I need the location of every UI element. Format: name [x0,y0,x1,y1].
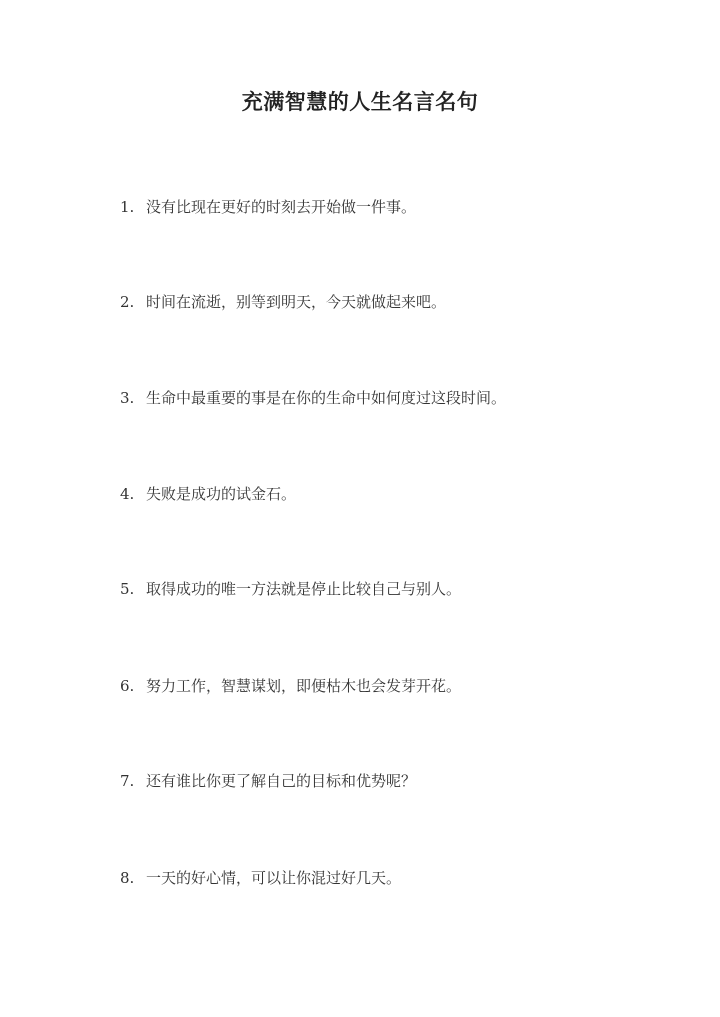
quote-number: 5. [120,580,135,598]
quote-number: 4. [120,485,135,503]
quote-number: 2. [120,293,135,311]
quote-text: 生命中最重要的事是在你的生命中如何度过这段时间。 [146,389,507,407]
quote-item-6 [120,675,680,697]
quote-item-3 [120,387,680,409]
quote-text: 失败是成功的试金石。 [146,485,297,503]
quote-number: 3. [120,389,135,407]
quote-number: 7. [120,772,135,790]
quote-item-1 [120,196,680,218]
quote-item-5 [120,578,680,600]
quote-text: 还有谁比你更了解自己的目标和优势呢？ [146,772,417,790]
quote-text: 没有比现在更好的时刻去开始做一件事。 [146,198,417,216]
quote-number: 6. [120,677,135,695]
quote-item-7 [120,770,680,792]
quote-text: 一天的好心情，可以让你混过好几天。 [146,869,402,887]
quote-text: 取得成功的唯一方法就是停止比较自己与别人。 [146,580,462,598]
quote-number: 8. [120,869,135,887]
quote-item-2 [120,291,680,313]
quote-item-4 [120,483,680,505]
quote-item-8 [120,867,680,889]
quote-text: 时间在流逝，别等到明天，今天就做起来吧。 [146,293,447,311]
document-title: 充满智慧的人生名言名句 [241,89,479,114]
quote-text: 努力工作，智慧谋划，即便枯木也会发芽开花。 [146,677,462,695]
quote-number: 1. [120,198,135,216]
